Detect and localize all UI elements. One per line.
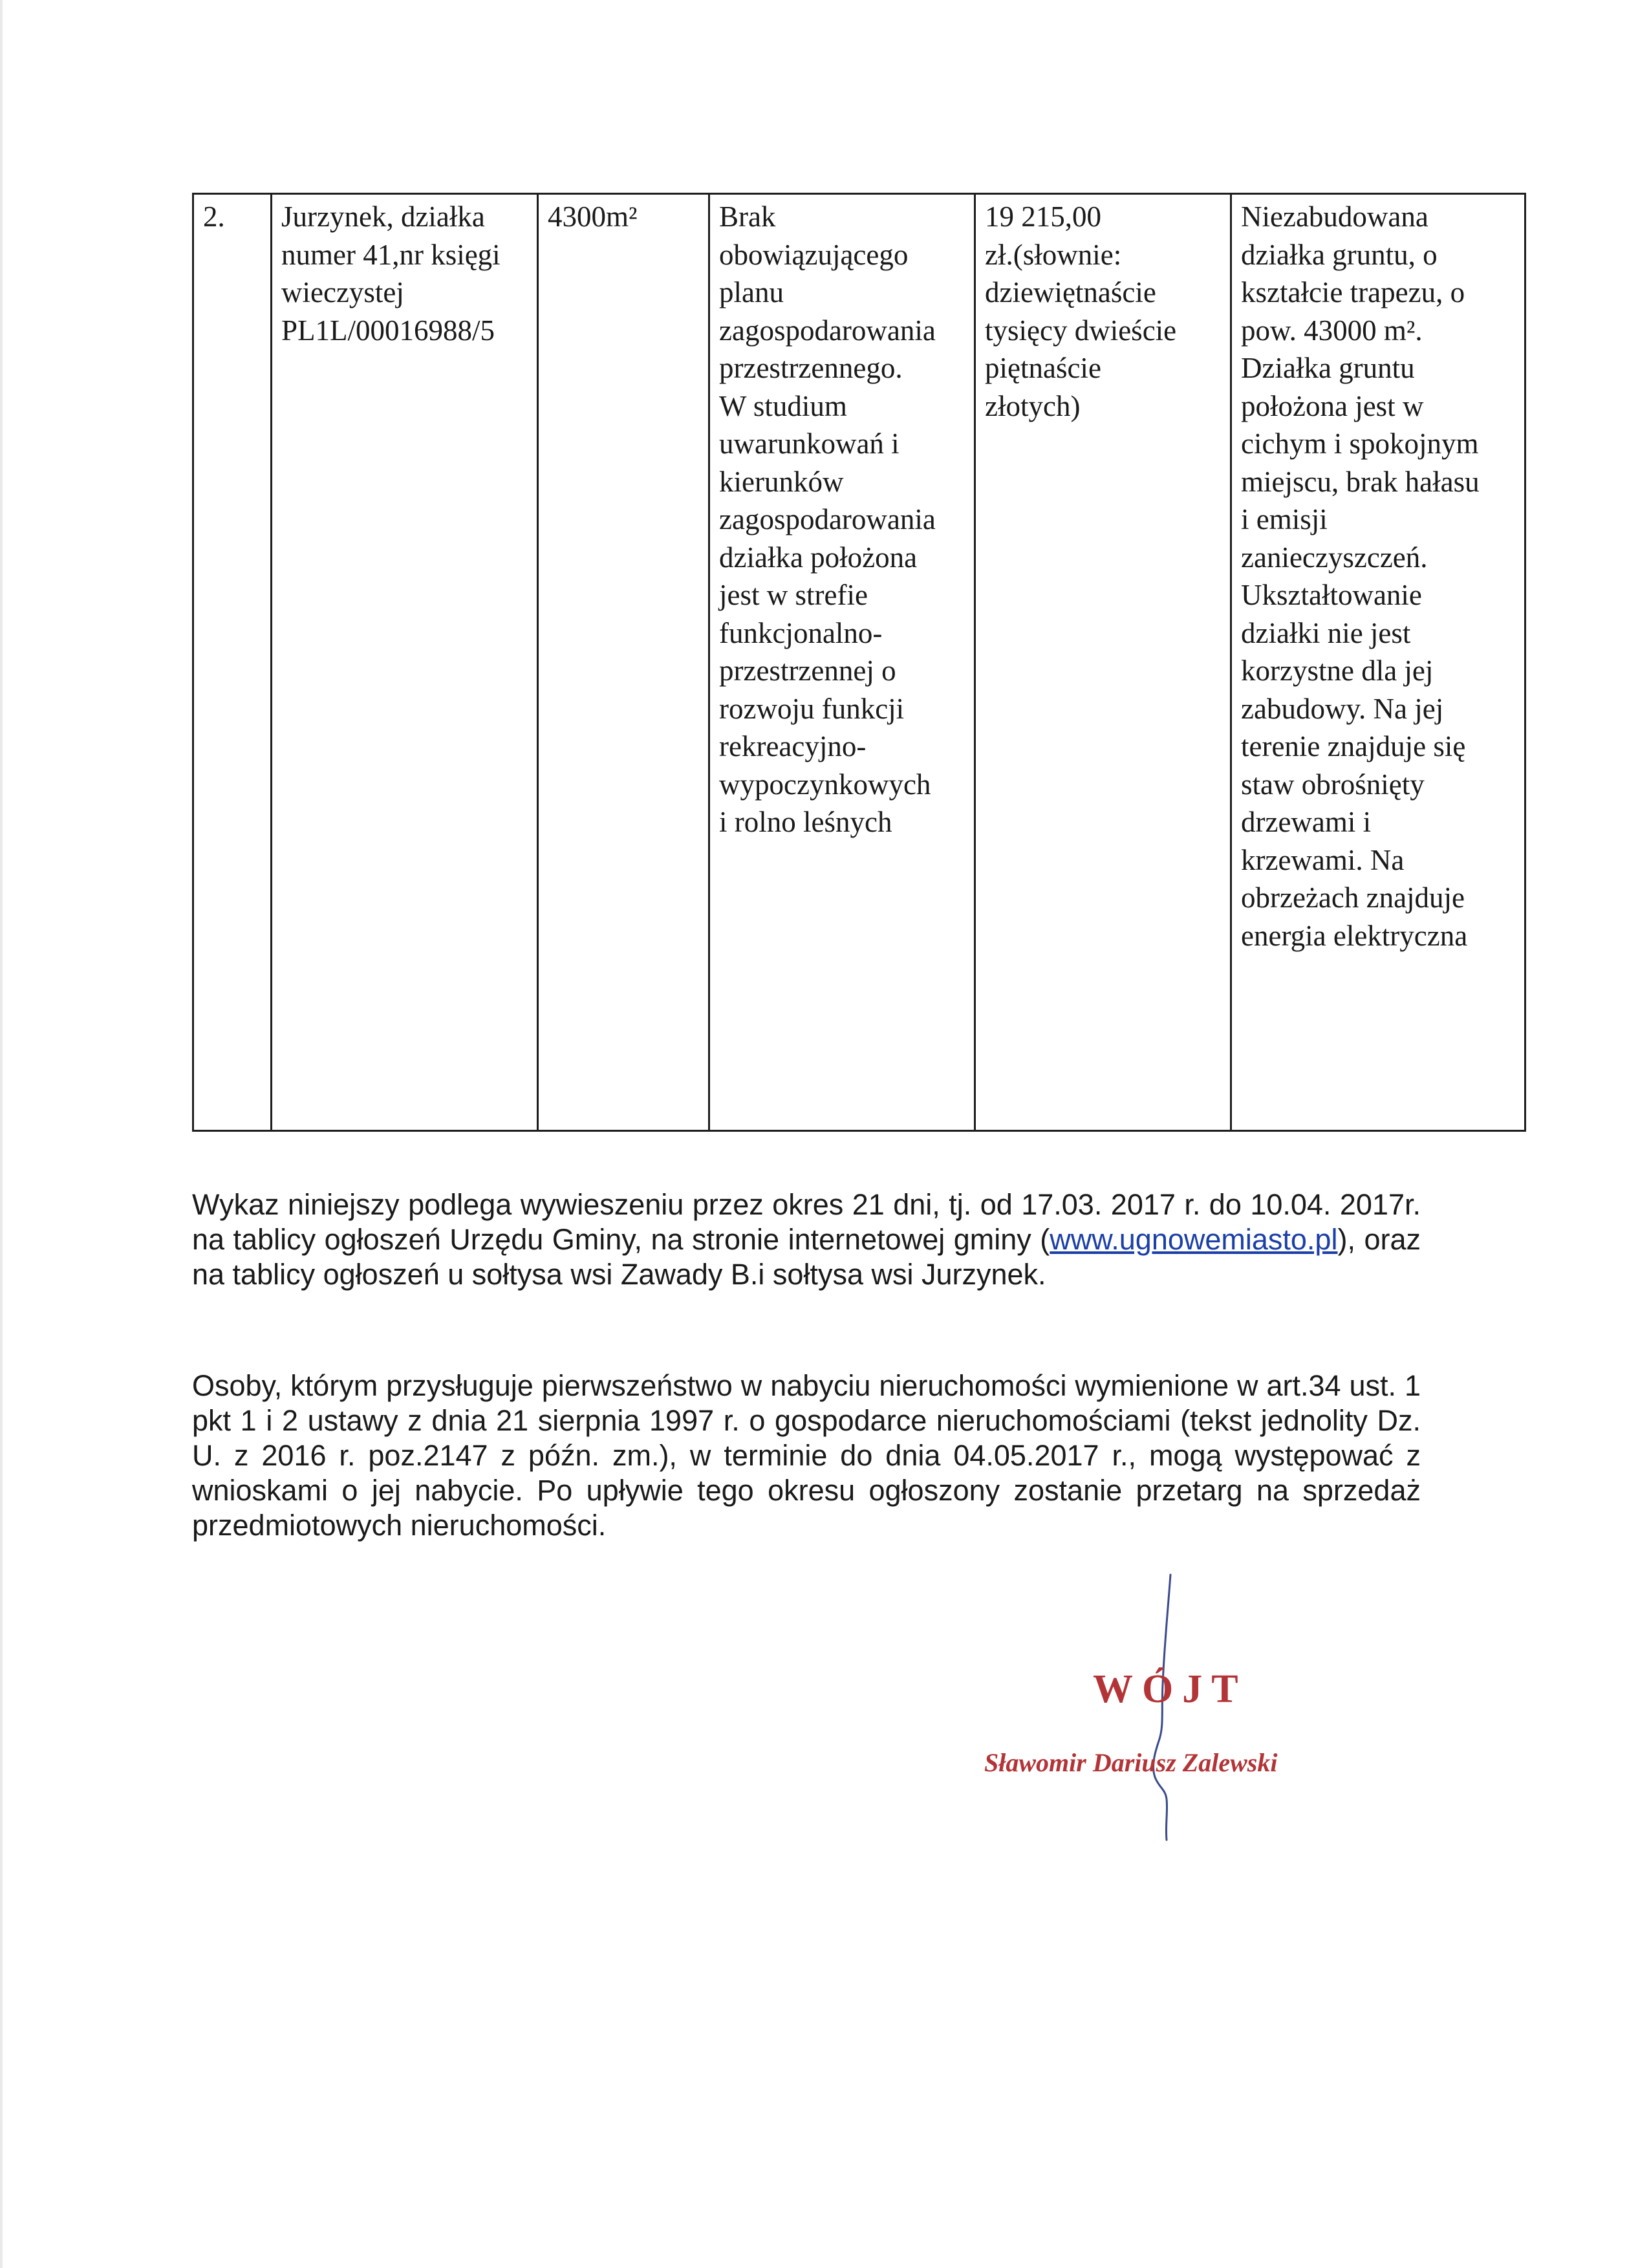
preemption-paragraph: Osoby, którym przysługuje pierwszeństwo w nabyciu nieruchomości wymienione w art.34 ust. 1 pkt 1 i 2 ustawy z dnia 21 sierpnia 1997 r. o gospodarce nieruchomościami (tekst jednolity Dz. U. z 2016 r. poz.2147 z późn. zm.), w terminie do dnia 04.05.2017 r., mogą występować z wnioskami o jej nabycie. Po upływie tego okresu ogłoszony zostanie przetarg na sprzedaż przedmiotowych nieruchomości. bbox=[192, 1369, 1421, 1542]
area-cell: 4300m² bbox=[538, 194, 709, 1131]
display-notice-paragraph bbox=[192, 1187, 1421, 1292]
stamp-title: WÓJT bbox=[1093, 1667, 1247, 1711]
notice-text-end: ), oraz na tablicy ogłoszeń u sołtysa wsi Zawady B.i sołtysa wsi Jurzynek. bbox=[192, 1223, 1421, 1291]
price-cell: 19 215,00 zł.(słownie: dziewiętnaście tysięcy dwieście piętnaście złotych) bbox=[975, 194, 1231, 1131]
stamp-name: Sławomir Dariusz Zalewski bbox=[984, 1748, 1278, 1777]
location-cell: Jurzynek, działka numer 41,nr księgi wieczystej PL1L/00016988/5 bbox=[272, 194, 538, 1131]
notice-text-start: Wykaz niniejszy podlega wywieszeniu przez okres 21 dni, tj. od 17.03. 2017 r. do 10.04. 2017r. na tablicy ogłoszeń Urzędu Gminy, na stronie internetowej gminy ( bbox=[192, 1188, 1421, 1256]
gmina-website-link[interactable]: www.ugnowemiasto.pl bbox=[1050, 1223, 1338, 1256]
page-edge bbox=[0, 0, 3, 2268]
property-table bbox=[192, 193, 1526, 1132]
row-number-cell: 2. bbox=[193, 194, 272, 1131]
zoning-cell: Brak obowiązującego planu zagospodarowania przestrzennego. W studium uwarunkowań i kierunków zagospodarowania działka położona jest w strefie funkcjonalno- przestrzennej o rozwoju funkcji rekreacyjno- wypoczynkowych i rolno leśnych bbox=[709, 194, 975, 1131]
table-row bbox=[193, 194, 1525, 1131]
description-cell: Niezabudowana działka gruntu, o kształcie trapezu, o pow. 43000 m². Działka gruntu położona jest w cichym i spokojnym miejscu, brak hałasu i emisji zanieczyszczeń. Ukształtowanie działki nie jest korzystne dla jej zabudowy. Na jej terenie znajduje się staw obrośnięty drzewami i krzewami. Na obrzeżach znajduje energia elektryczna bbox=[1231, 194, 1525, 1131]
